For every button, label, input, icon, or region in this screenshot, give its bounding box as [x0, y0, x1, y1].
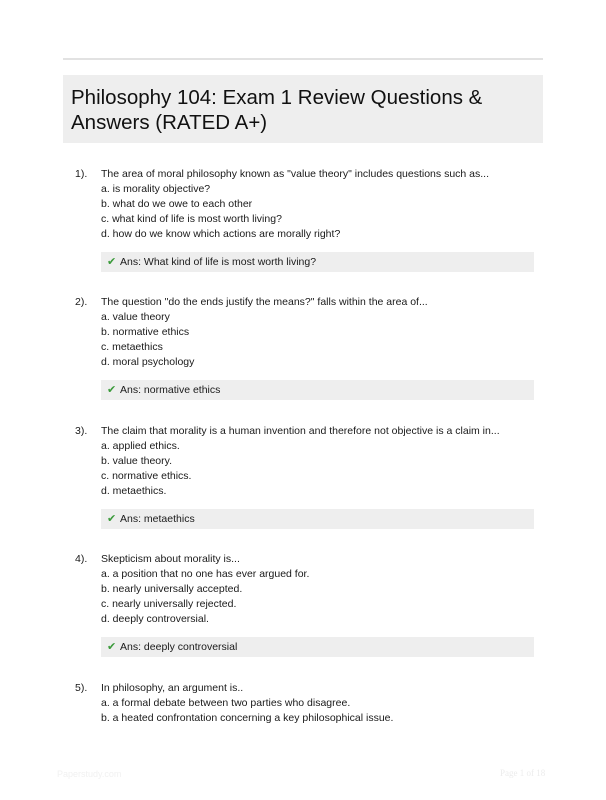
question-stem: Skepticism about morality is... — [101, 553, 240, 565]
option-b: b. normative ethics — [101, 326, 190, 338]
question-number: 1). — [75, 168, 88, 180]
question-number: 3). — [75, 425, 88, 437]
option-a: a. a formal debate between two parties who disagree. — [101, 697, 351, 709]
option-d: d. how do we know which actions are morally right? — [101, 228, 341, 240]
question-options — [101, 696, 541, 726]
answer-box — [101, 509, 534, 529]
question-options — [101, 310, 541, 370]
option-d: d. metaethics. — [101, 485, 167, 497]
checkmark-icon: ✔ — [107, 256, 117, 268]
answer-text: Ans: metaethics — [120, 513, 195, 525]
option-b: b. what do we owe to each other — [101, 198, 253, 210]
answer-box — [101, 380, 534, 400]
question-stem: In philosophy, an argument is.. — [101, 682, 244, 694]
page-number: Page 1 of 18 — [500, 768, 546, 778]
question-options — [101, 567, 541, 627]
answer-text: Ans: What kind of life is most worth living? — [120, 256, 317, 268]
option-b: b. value theory. — [101, 455, 173, 467]
checkmark-icon: ✔ — [107, 641, 117, 653]
option-d: d. deeply controversial. — [101, 613, 209, 625]
option-a: a. is morality objective? — [101, 183, 211, 195]
option-c: c. normative ethics. — [101, 470, 192, 482]
question-number: 2). — [75, 296, 88, 308]
option-a: a. value theory — [101, 311, 170, 323]
answer-text: Ans: normative ethics — [120, 384, 221, 396]
option-b: b. a heated confrontation concerning a key philosophical issue. — [101, 712, 394, 724]
question-stem: The area of moral philosophy known as "value theory" includes questions such as... — [101, 168, 490, 180]
footer-watermark: Paperstudy.com — [57, 769, 122, 779]
question-stem: The claim that morality is a human invention and therefore not objective is a claim in... — [101, 425, 500, 437]
option-a: a. a position that no one has ever argued for. — [101, 568, 310, 580]
question-stem: The question "do the ends justify the means?" falls within the area of... — [101, 296, 428, 308]
page-title: Philosophy 104: Exam 1 Review Questions & Answers (RATED A+) — [71, 86, 483, 134]
question-options — [101, 439, 541, 499]
answer-box — [101, 637, 534, 657]
header-rule — [63, 58, 543, 60]
answer-box — [101, 252, 534, 272]
option-c: c. metaethics — [101, 341, 163, 353]
checkmark-icon: ✔ — [107, 513, 117, 525]
option-d: d. moral psychology — [101, 356, 195, 368]
checkmark-icon: ✔ — [107, 384, 117, 396]
option-b: b. nearly universally accepted. — [101, 583, 243, 595]
question-number: 5). — [75, 682, 88, 694]
question-options — [101, 182, 541, 242]
option-c: c. nearly universally rejected. — [101, 598, 237, 610]
title-banner — [63, 75, 543, 143]
answer-text: Ans: deeply controversial — [120, 641, 238, 653]
question-number: 4). — [75, 553, 88, 565]
option-c: c. what kind of life is most worth living? — [101, 213, 282, 225]
option-a: a. applied ethics. — [101, 440, 180, 452]
